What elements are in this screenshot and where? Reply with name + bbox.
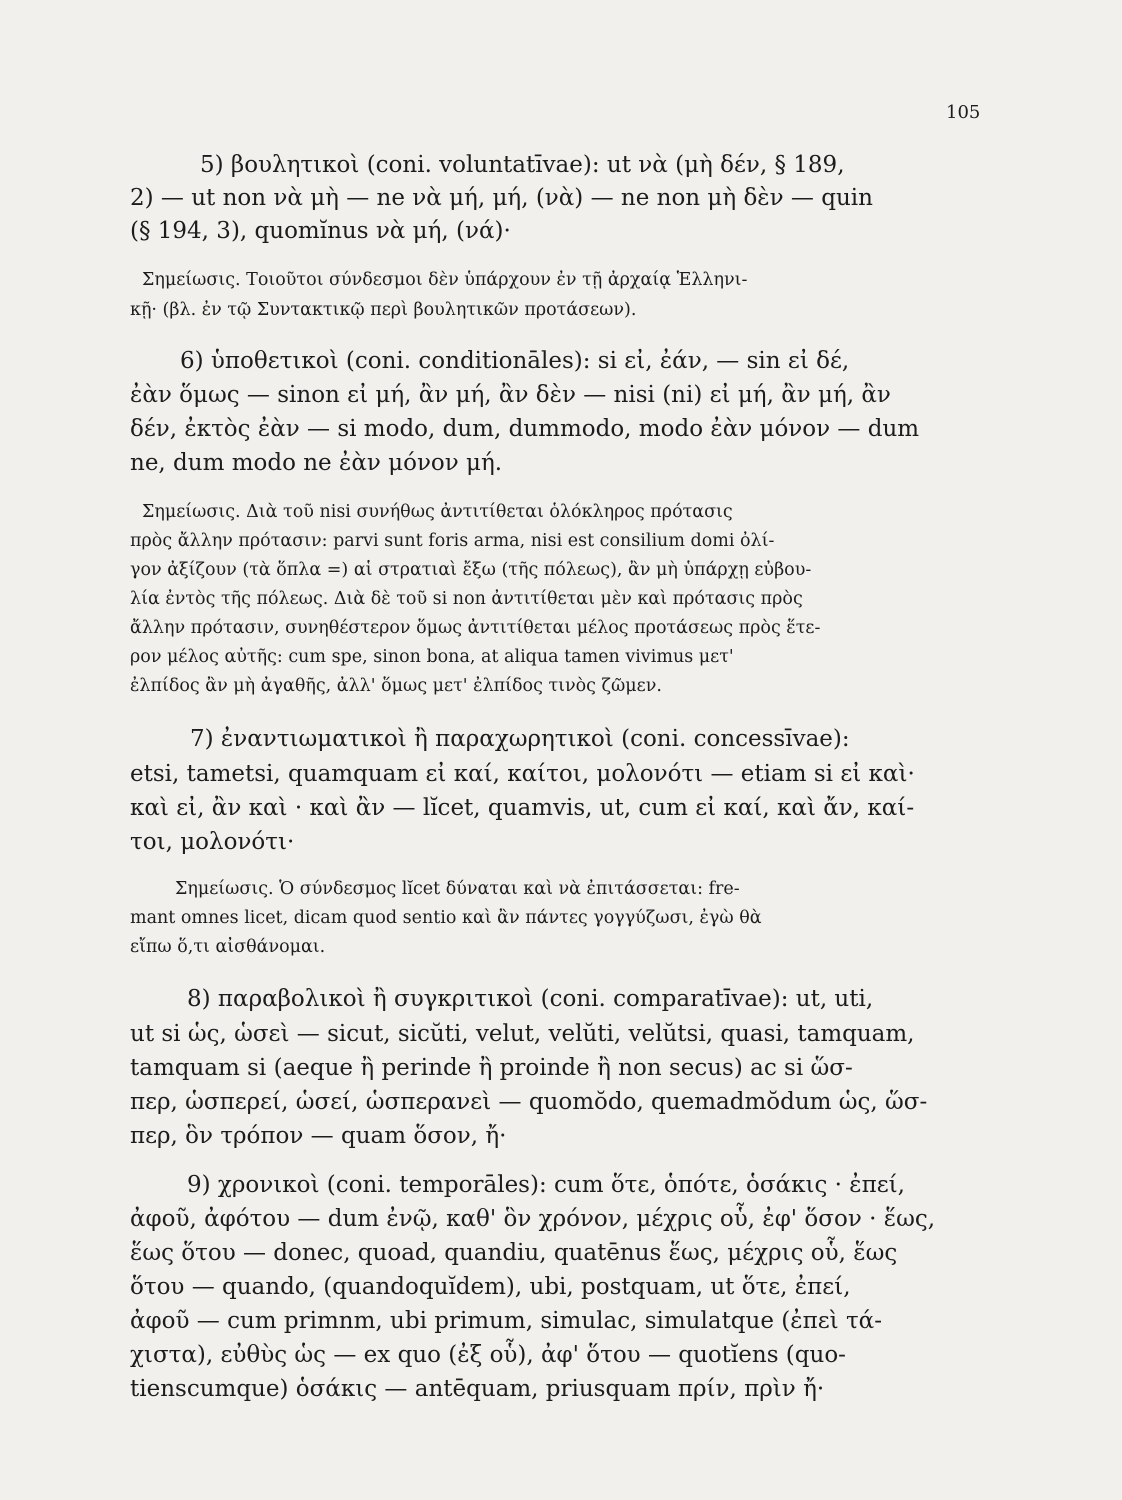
text-line: ἐὰν ὅμως — sinon εἰ μή, ἂν μή, ἂν δὲν — nisi (ni) εἰ μή, ἂν μή, ἂν <box>130 382 891 408</box>
text-line: τοι, μολονότι· <box>130 829 295 855</box>
text-line: ne, dum modo ne ἐὰν μόνον μή. <box>130 450 503 476</box>
text-line: Σημείωσις. Ὁ σύνδεσμος lĭcet δύναται καὶ νὰ ἐπιτάσσεται: fre- <box>175 879 740 899</box>
text-line: ἐλπίδος ἂν μὴ ἀγαθῆς, ἀλλ' ὅμως μετ' ἐλπίδος τινὸς ζῶμεν. <box>130 676 662 696</box>
text-line: δέν, ἐκτὸς ἐὰν — si modo, dum, dummodo, modo ἐὰν μόνον — dum <box>130 416 920 442</box>
text-line: πρὸς ἄλλην πρότασιν: parvi sunt foris arma, nisi est consilium domi ὀλί- <box>130 531 775 551</box>
text-line: περ, ὃν τρόπον — quam ὅσον, ἤ· <box>130 1123 507 1149</box>
text-line: tamquam si (aeque ἢ perinde ἢ proinde ἢ non secus) ac si ὥσ- <box>130 1055 853 1081</box>
text-line: ἕως ὅτου — donec, quoad, quandiu, quatēnus ἕως, μέχρις οὗ, ἕως <box>130 1240 898 1266</box>
text-line: Σημείωσις. Τοιοῦτοι σύνδεσμοι δὲν ὑπάρχουν ἐν τῇ ἀρχαίᾳ Ἑλληνι- <box>142 270 748 290</box>
text-line: εἴπω ὅ,τι αἰσθάνομαι. <box>130 937 326 957</box>
text-line: ρον μέλος αὐτῆς: cum spe, sinon bona, at aliqua tamen vivimus μετ' <box>130 647 734 667</box>
text-line: mant omnes licet, dicam quod sentio καὶ ἂν πάντες γογγύζωσι, ἐγὼ θὰ <box>130 908 762 928</box>
text-line: ὅτου — quando, (quandoquĭdem), ubi, postquam, ut ὅτε, ἐπεί, <box>130 1274 851 1300</box>
text-line: ἄλλην πρότασιν, συνηθέστερον ὅμως ἀντιτίθεται μέλος προτάσεως πρὸς ἕτε- <box>130 618 821 638</box>
page-number: 105 <box>946 102 981 123</box>
text-line: χιστα), εὐθὺς ὡς — ex quo (ἐξ οὗ), ἀφ' ὅτου — quotĭens (quo- <box>130 1342 846 1368</box>
text-line: etsi, tametsi, quamquam εἰ καί, καίτοι, μολονότι — etiam si εἰ καὶ· <box>130 761 915 787</box>
text-line: ἀφοῦ — cum primnm, ubi primum, simulac, simulatque (ἐπεὶ τά- <box>130 1308 882 1334</box>
text-line: 8) παραβολικοὶ ἢ συγκριτικοὶ (coni. comparatīvae): ut, uti, <box>187 986 874 1012</box>
text-line: ut si ὡς, ὡσεὶ — sicut, sicŭti, velut, velŭti, velŭtsi, quasi, tamquam, <box>130 1021 915 1047</box>
text-line: λία ἐντὸς τῆς πόλεως. Διὰ δὲ τοῦ si non ἀντιτίθεται μὲν καὶ πρότασις πρὸς <box>130 589 803 609</box>
text-line: κῇ· (βλ. ἐν τῷ Συντακτικῷ περὶ βουλητικῶν προτάσεων). <box>130 300 637 320</box>
text-line: 9) χρονικοὶ (coni. temporāles): cum ὅτε, ὁπότε, ὁσάκις · ἐπεί, <box>187 1172 905 1198</box>
text-line: Σημείωσις. Διὰ τοῦ nisi συνήθως ἀντιτίθεται ὁλόκληρος πρότασις <box>142 502 733 522</box>
text-line: καὶ εἰ, ἂν καὶ · καὶ ἂν — lĭcet, quamvis, ut, cum εἰ καί, καὶ ἄν, καί- <box>130 795 915 821</box>
text-line: 2) — ut non νὰ μὴ — ne νὰ μή, μή, (νὰ) — ne non μὴ δὲν — quin <box>130 185 873 211</box>
text-line: ἀφοῦ, ἀφότου — dum ἐνῷ, καθ' ὃν χρόνον, μέχρις οὗ, ἐφ' ὅσον · ἕως, <box>130 1206 936 1232</box>
text-line: 6) ὑποθετικοὶ (coni. conditionāles): si εἰ, ἐάν, — sin εἰ δέ, <box>180 348 850 374</box>
text-line: 7) ἐναντιωματικοὶ ἢ παραχωρητικοὶ (coni. concessīvae): <box>190 726 850 752</box>
text-line: 5) βουλητικοὶ (coni. voluntatīvae): ut νὰ (μὴ δέν, § 189, <box>200 152 845 178</box>
text-line: γον ἀξίζουν (τὰ ὅπλα =) αἱ στρατιαὶ ἔξω (τῆς πόλεως), ἂν μὴ ὑπάρχῃ εὐβου- <box>130 560 812 580</box>
text-line: (§ 194, 3), quomĭnus νὰ μή, (νά)· <box>130 218 511 244</box>
text-line: περ, ὡσπερεί, ὡσεί, ὡσπερανεὶ — quomŏdo, quemadmŏdum ὡς, ὥσ- <box>130 1089 928 1115</box>
text-line: tienscumque) ὁσάκις — antēquam, priusquam πρίν, πρὶν ἤ· <box>130 1376 825 1402</box>
